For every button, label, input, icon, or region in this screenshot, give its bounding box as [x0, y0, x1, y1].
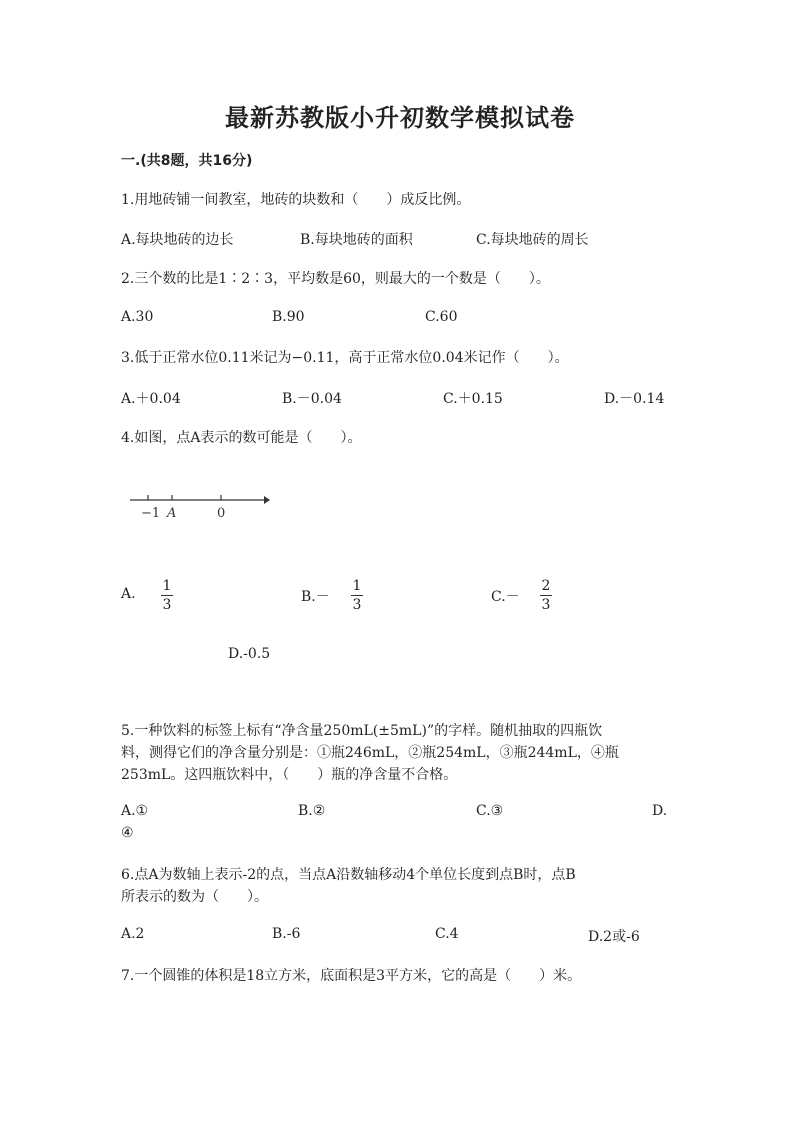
question-2-option-c: C.60 — [425, 309, 458, 325]
question-5-stem-line-3: 253mL。这四瓶饮料中，（ ）瓶的净含量不合格。 — [121, 767, 458, 783]
question-6-option-c: C.4 — [435, 926, 459, 942]
fraction-bar — [540, 595, 552, 596]
question-6-stem-line-1: 6.点A为数轴上表示-2的点，当点A沿数轴移动4个单位长度到点B时，点B — [121, 867, 576, 883]
question-1-stem: 1.用地砖铺一间教室，地砖的块数和（ ）成反比例。 — [121, 192, 471, 208]
question-5-option-b: B.② — [298, 803, 326, 819]
question-4-option-a-prefix: A. — [121, 586, 136, 602]
question-3-option-d: D.－0.14 — [604, 391, 665, 407]
question-4-option-a-fraction — [161, 578, 173, 613]
question-4-option-b-fraction — [351, 578, 363, 613]
question-4-option-c-fraction — [540, 578, 552, 613]
question-5-option-a: A.① — [121, 803, 149, 819]
question-3-stem: 3.低于正常水位0.11米记为−0.11，高于正常水位0.04米记作（ ）。 — [121, 350, 569, 366]
section-heading: 一.(共8题，共16分) — [121, 153, 253, 169]
question-1-option-b: B.每块地砖的面积 — [300, 232, 413, 248]
question-4-option-d: D.-0.5 — [228, 646, 271, 662]
question-3-option-b: B.－0.04 — [282, 391, 342, 407]
question-5-stem-line-1: 5.一种饮料的标签上标有“净含量250mL(±5mL)”的字样。随机抽取的四瓶饮 — [121, 723, 603, 739]
question-7-stem: 7.一个圆锥的体积是18立方米，底面积是3平方米，它的高是（ ）米。 — [121, 968, 582, 984]
fraction-denominator: 3 — [162, 597, 172, 613]
question-2-stem: 2.三个数的比是1∶2∶3，平均数是60，则最大的一个数是（ ）。 — [121, 271, 550, 287]
question-6-option-a: A.2 — [121, 926, 145, 942]
question-6-option-d: D.2或-6 — [588, 929, 640, 945]
page-title: 最新苏教版小升初数学模拟试卷 — [225, 104, 575, 132]
fraction-numerator: 1 — [352, 578, 362, 594]
question-4-option-c-prefix: C.－ — [491, 589, 520, 605]
fraction-denominator: 3 — [541, 597, 551, 613]
question-3-option-c: C.＋0.15 — [443, 391, 503, 407]
question-5-option-d-value: ④ — [121, 825, 134, 841]
number-line-figure — [124, 484, 284, 524]
question-5-stem-line-2: 料，测得它们的净含量分别是：①瓶246mL，②瓶254mL，③瓶244mL，④瓶 — [121, 745, 619, 761]
fraction-numerator: 1 — [162, 578, 172, 594]
question-4-option-b-prefix: B.－ — [301, 589, 330, 605]
question-5-option-d: D. — [652, 803, 668, 819]
question-3-option-a: A.＋0.04 — [121, 391, 181, 407]
question-2-option-b: B.90 — [272, 309, 305, 325]
fraction-bar — [161, 595, 173, 596]
label-a: A — [167, 506, 177, 521]
fraction-denominator: 3 — [352, 597, 362, 613]
question-1-option-c: C.每块地砖的周长 — [476, 232, 589, 248]
label-neg1: −1 — [141, 506, 161, 521]
fraction-numerator: 2 — [541, 578, 551, 594]
question-1-option-a: A.每块地砖的边长 — [121, 232, 234, 248]
question-5-option-c: C.③ — [476, 803, 504, 819]
number-line-arrow — [264, 496, 270, 504]
question-6-stem-line-2: 所表示的数为（ ）。 — [121, 889, 268, 905]
question-4-stem: 4.如图，点A表示的数可能是（ ）。 — [121, 430, 362, 446]
question-6-option-b: B.-6 — [272, 926, 301, 942]
question-2-option-a: A.30 — [121, 309, 154, 325]
label-0: 0 — [217, 506, 226, 521]
fraction-bar — [351, 595, 363, 596]
